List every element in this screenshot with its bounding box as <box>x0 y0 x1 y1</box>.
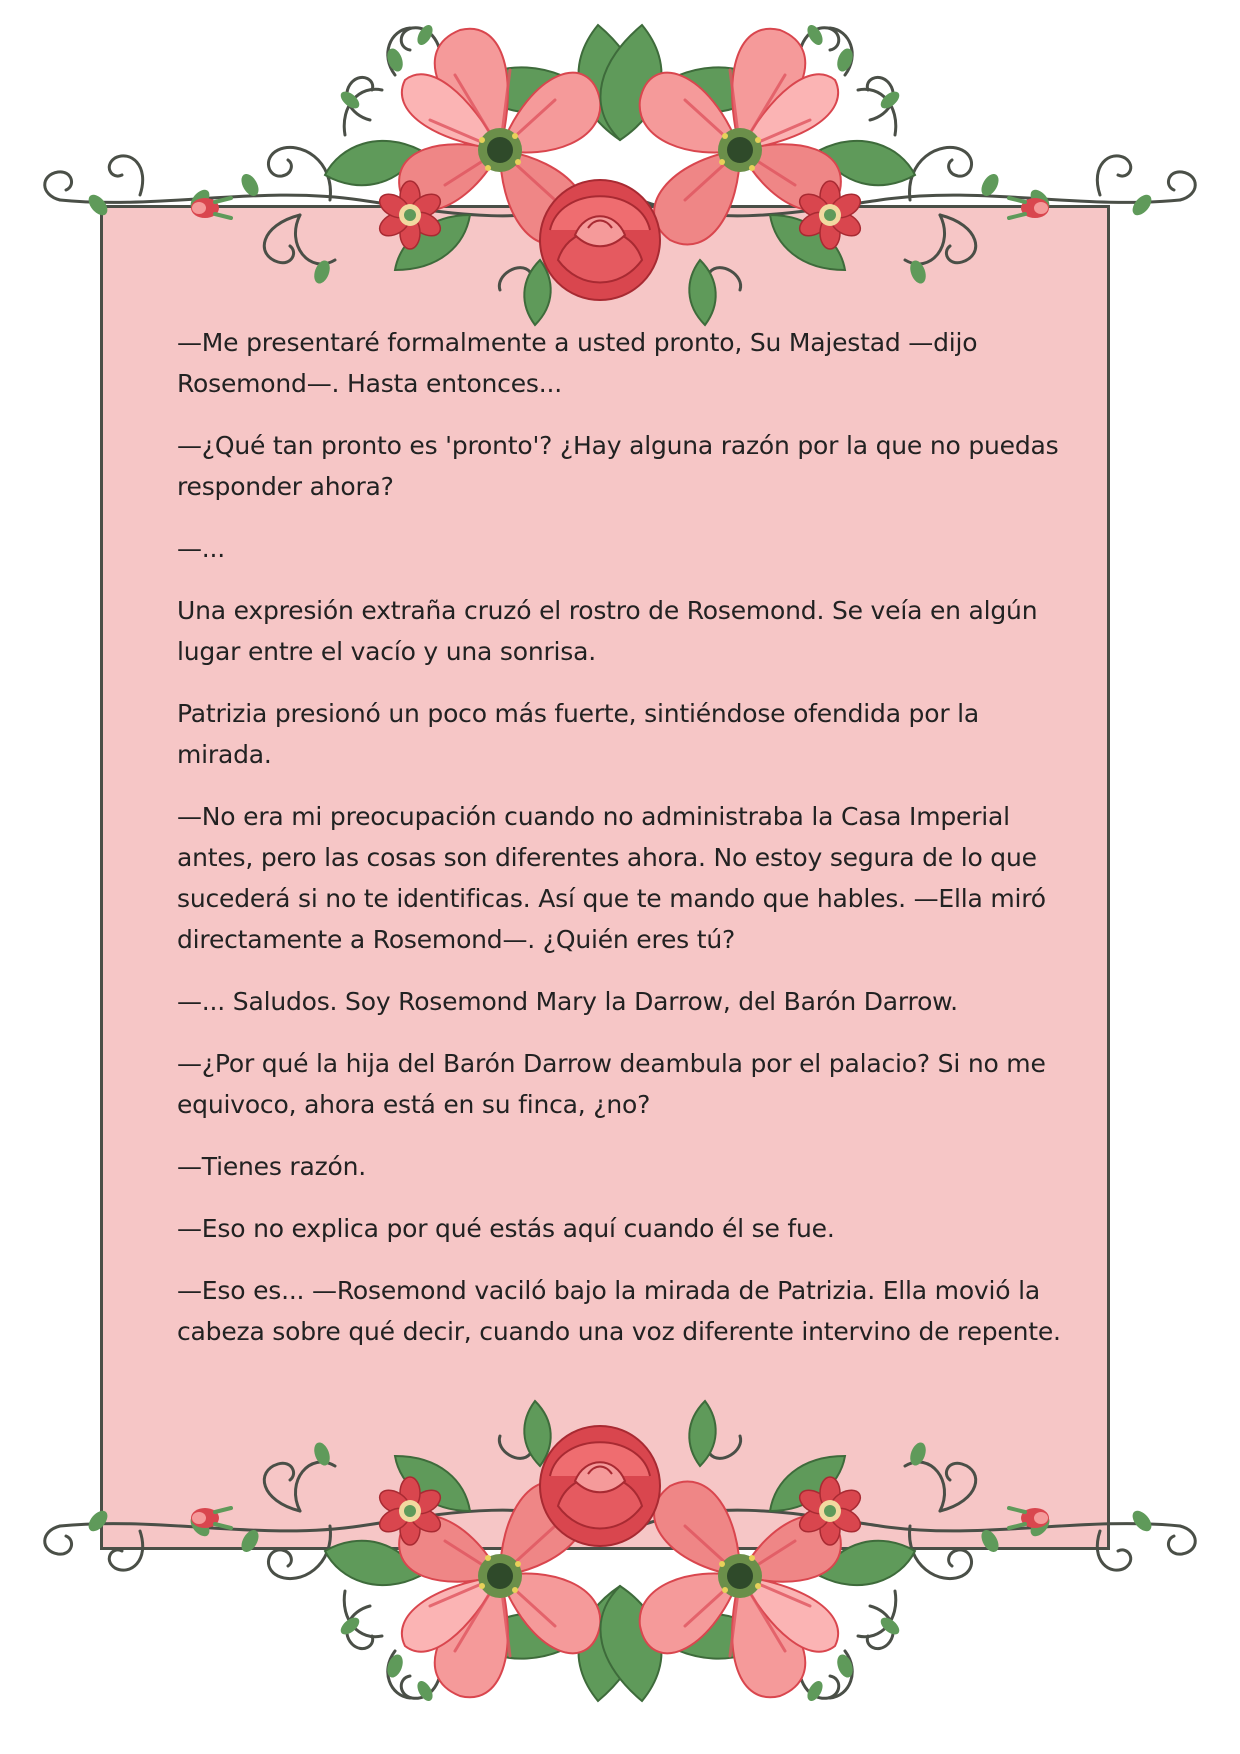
paragraph: —¿Qué tan pronto es 'pronto'? ¿Hay alguna razón por la que no puedas responder ahora? <box>177 431 1059 501</box>
paragraph: —No era mi preocupación cuando no administraba la Casa Imperial antes, pero las cosas son diferentes ahora. No estoy segura de lo que sucederá si no te identificas. Así que te mando que hables. —Ella miró directamente a Rosemond—. ¿Quién eres tú? <box>177 802 1046 954</box>
paragraph: Una expresión extraña cruzó el rostro de Rosemond. Se veía en algún lugar entre el vacío y una sonrisa. <box>177 596 1038 666</box>
paragraph: —Eso es... —Rosemond vaciló bajo la mirada de Patrizia. Ella movió la cabeza sobre qué decir, cuando una voz diferente intervino de repente. <box>177 1276 1061 1346</box>
paragraph: Patrizia presionó un poco más fuerte, sintiéndose ofendida por la mirada. <box>177 699 980 769</box>
paragraph: —... Saludos. Soy Rosemond Mary la Darrow, del Barón Darrow. <box>177 987 958 1016</box>
paragraph: —Me presentaré formalmente a usted pronto, Su Majestad —dijo Rosemond—. Hasta entonces... <box>177 328 978 398</box>
floral-border-bottom <box>0 1396 1240 1726</box>
floral-border-top <box>0 0 1240 330</box>
paragraph: —¿Por qué la hija del Barón Darrow deambula por el palacio? Si no me equivoco, ahora está en su finca, ¿no? <box>177 1049 1046 1119</box>
paragraph: —Tienes razón. <box>177 1152 367 1181</box>
paragraph: —Eso no explica por qué estás aquí cuando él se fue. <box>177 1214 835 1243</box>
paragraph: —... <box>177 534 226 563</box>
text-body <box>177 322 1077 1373</box>
